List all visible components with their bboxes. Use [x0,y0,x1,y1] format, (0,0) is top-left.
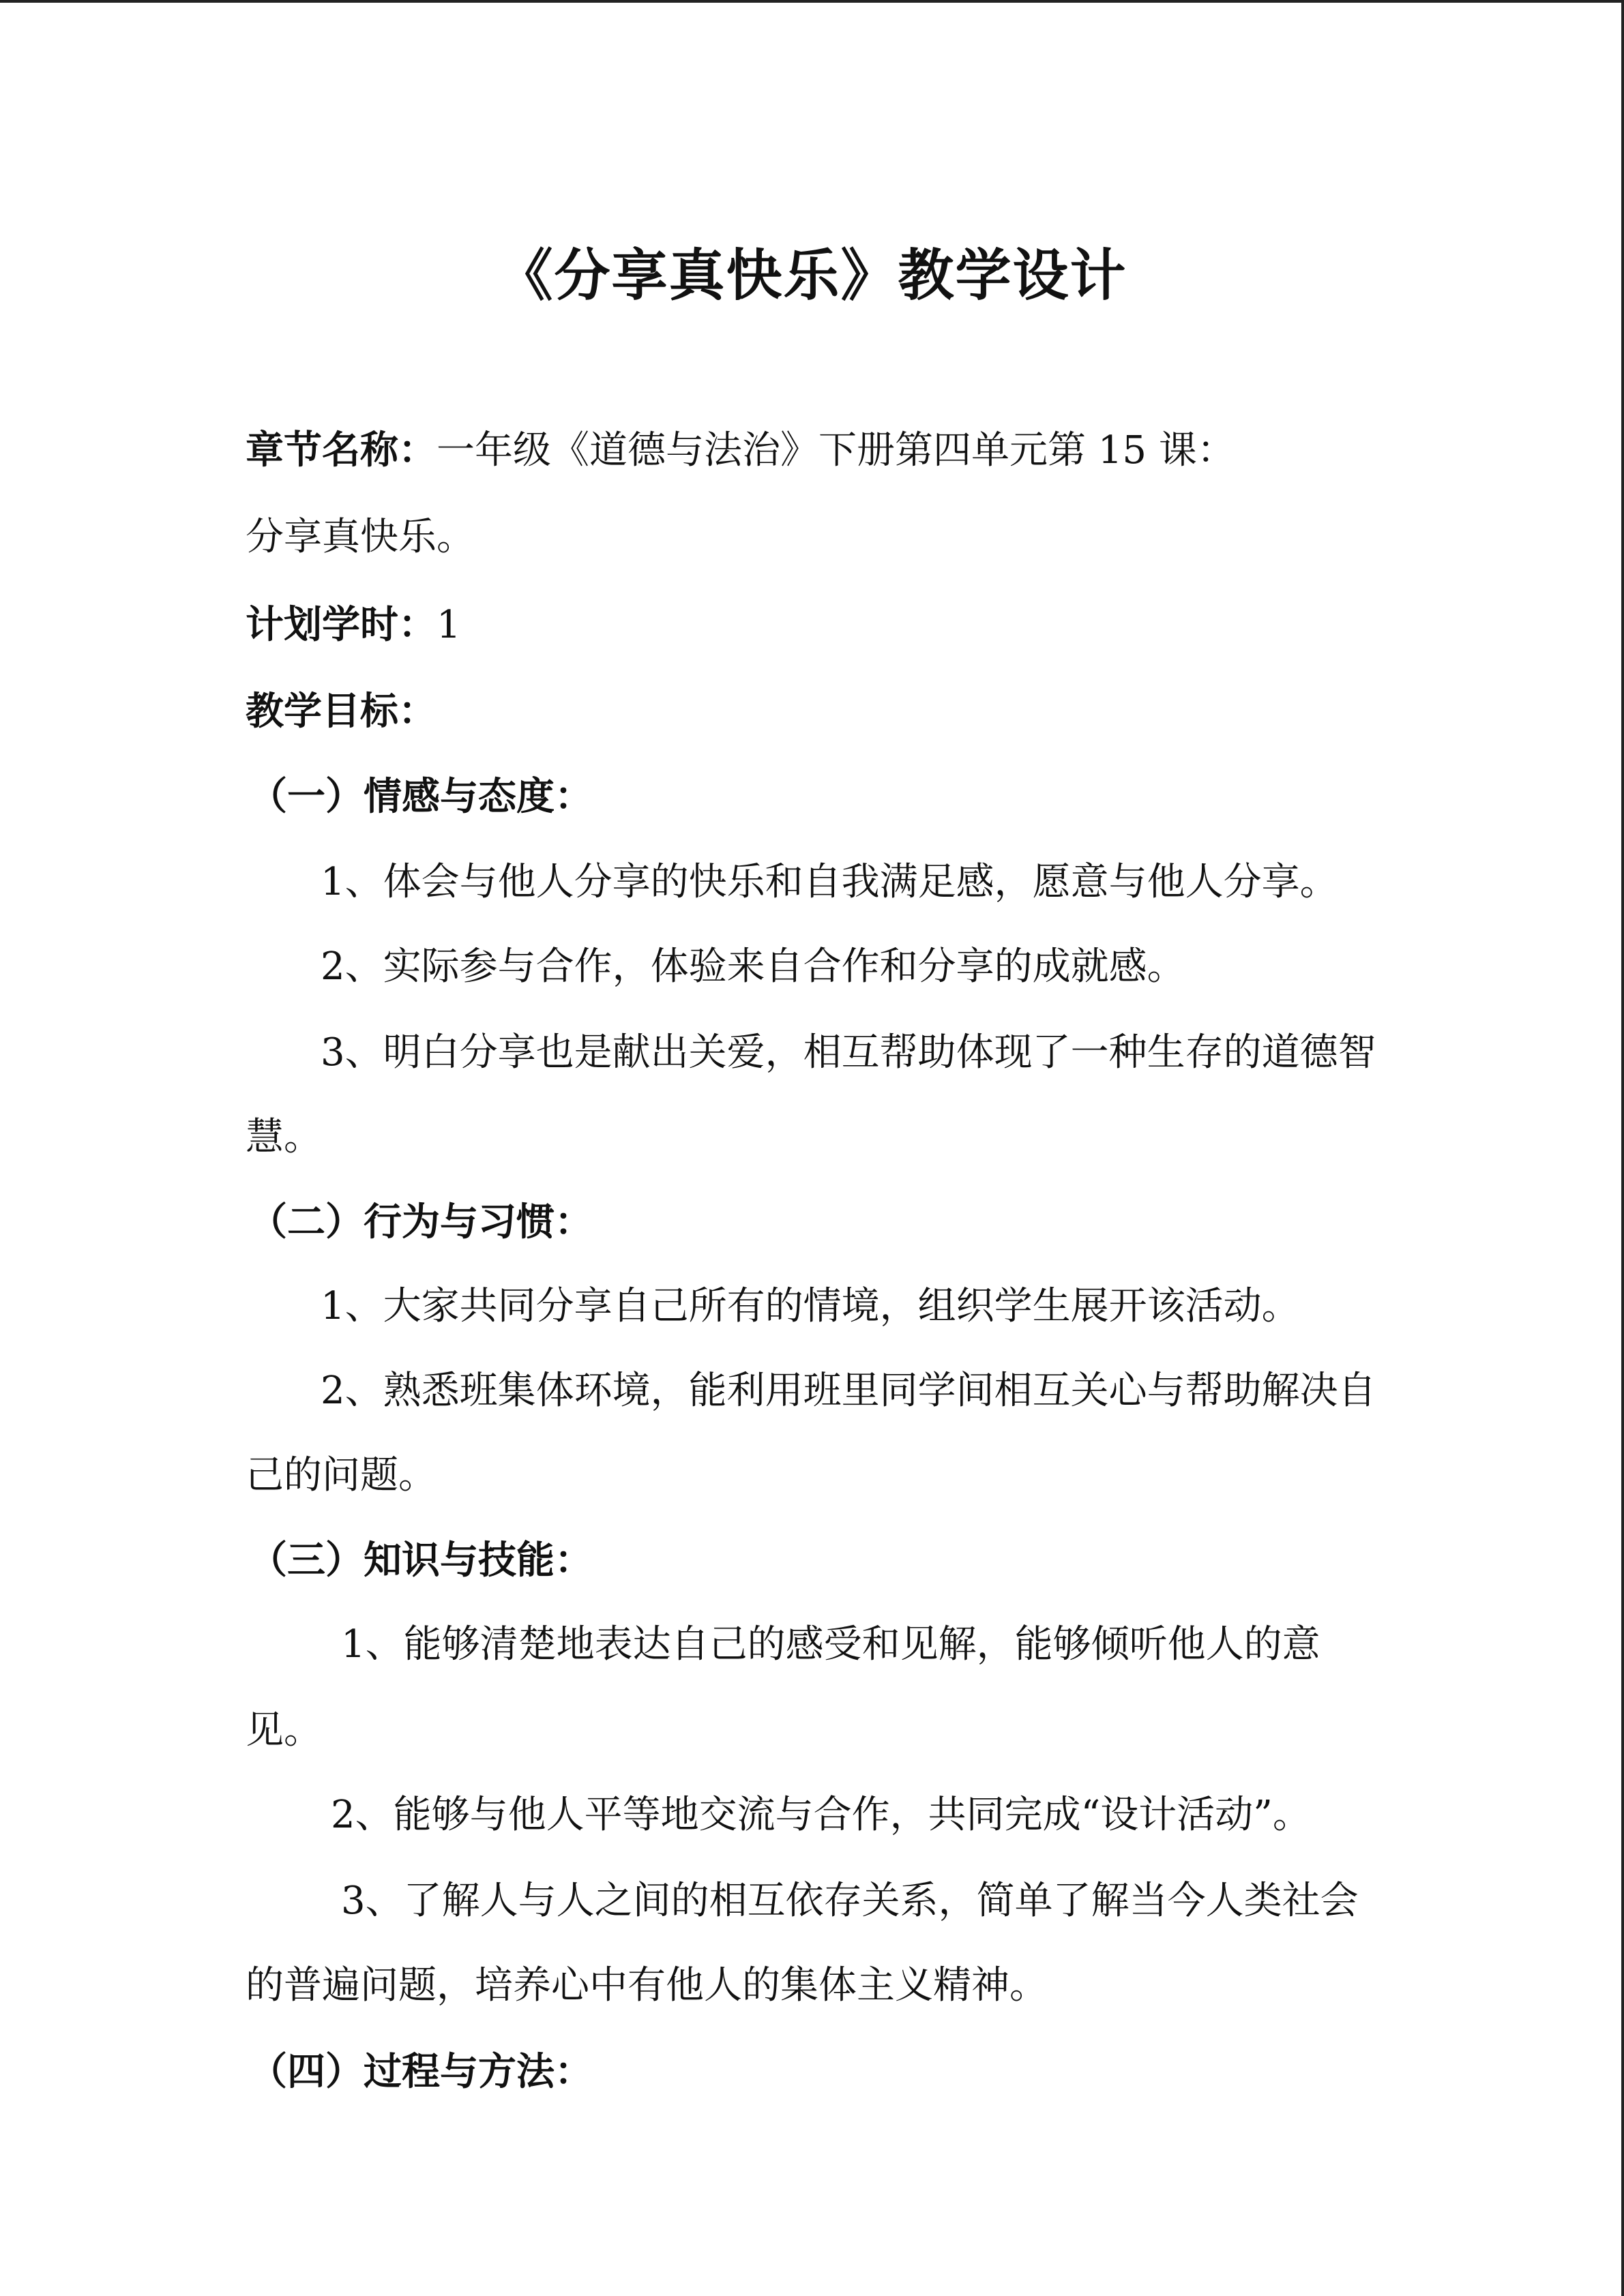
section-heading: （三）知识与技能： [249,1538,593,1583]
section-heading: （一）情感与态度： [249,774,593,819]
section-heading: （二）行为与习惯： [249,1199,593,1244]
list-item: 2、能够与他人平等地交流与合作，共同完成“设计活动”。 [331,1793,1311,1837]
objectives-label: 教学目标： [246,689,437,734]
chapter-value: 一年级《道德与法治》下册第四单元第 15 课： [437,428,1235,473]
list-item: 1、体会与他人分享的快乐和自我满足感，愿意与他人分享。 [321,860,1338,904]
list-item: 2、实际参与合作，体验来自合作和分享的成就感。 [321,944,1185,989]
list-item: 1、大家共同分享自己所有的情境，组织学生展开该活动。 [321,1284,1300,1328]
list-item: 3、了解人与人之间的相互依存关系，简单了解当今人类社会 [341,1879,1359,1923]
section-heading: （四）过程与方法： [249,2049,593,2094]
chapter-continuation: 分享真快乐。 [246,515,475,559]
hours-label: 计划学时： [246,602,437,647]
chapter-line [246,428,1235,473]
hours-line [246,602,461,647]
list-item: 3、明白分享也是献出关爱，相互帮助体现了一种生存的道德智 [321,1030,1376,1075]
list-item-continuation: 见。 [246,1708,322,1753]
list-item: 1、能够清楚地表达自己的感受和见解，能够倾听他人的意 [341,1622,1320,1667]
list-item: 2、熟悉班集体环境，能利用班里同学间相互关心与帮助解决自 [321,1369,1376,1413]
chapter-label: 章节名称： [246,428,437,473]
list-item-continuation: 慧。 [246,1115,322,1159]
document-title: 《分享真快乐》教学设计 [497,243,1127,308]
list-item-continuation: 己的问题。 [246,1453,437,1497]
hours-value: 1 [437,603,461,647]
list-item-continuation: 的普遍问题，培养心中有他人的集体主义精神。 [246,1963,1048,2008]
